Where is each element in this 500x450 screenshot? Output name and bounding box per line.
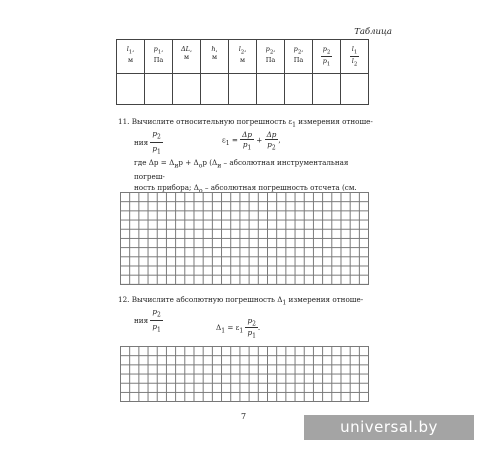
col-header-l2: $l_2$, м bbox=[229, 40, 257, 74]
item-12-formula: $\Delta_1 = \varepsilon_1$ $\frac{p_2}{p_1}$ . bbox=[216, 316, 261, 340]
page-number: 7 bbox=[241, 412, 247, 421]
table-cell[interactable] bbox=[145, 74, 173, 105]
col-header-p2-over-p1: $\frac{p_2}{p_1}$ bbox=[313, 40, 341, 74]
table-cell[interactable] bbox=[173, 74, 201, 105]
item-11-text: 11. Вычислите относительную погрешность $\varepsilon_1$ измерения отноше- bbox=[118, 117, 373, 129]
answer-grid-12[interactable] bbox=[120, 346, 369, 402]
table-cell[interactable] bbox=[341, 74, 369, 105]
table-header-row bbox=[117, 40, 369, 74]
answer-grid-11[interactable] bbox=[120, 192, 369, 285]
item-11-ratio-line: ния $\frac{p_2}{p_1}$ bbox=[134, 129, 161, 156]
data-table bbox=[116, 39, 369, 105]
col-header-p1: $p_1$, Па bbox=[145, 40, 173, 74]
item-12-ratio: $\frac{p_2}{p_1}$ bbox=[152, 307, 161, 334]
col-header-l1-over-l2: $\frac{l_1}{l_2}$ bbox=[341, 40, 369, 74]
table-cell[interactable] bbox=[257, 74, 285, 105]
col-header-l1: $l_1$, м bbox=[117, 40, 145, 74]
table-caption: Таблица bbox=[354, 27, 392, 37]
watermark-logo: universal.by bbox=[304, 415, 474, 440]
col-header-h: h, м bbox=[201, 40, 229, 74]
item-11-where: где $\Delta p = \Delta_иp + \Delta_оp$ ($\Delta_и$ – абсолютная инструментальная погреш- ность прибора; Δ – абсолютная погрешность отсчета (см. bbox=[134, 158, 357, 193]
item-11-formula: $\varepsilon_1$ = $\frac{\Delta p}{p_1}$ + $\frac{\Delta p}{p_2}$ , bbox=[222, 130, 281, 152]
col-header-p2a: $p_2$, Па bbox=[257, 40, 285, 74]
col-header-dl: ΔL, м bbox=[173, 40, 201, 74]
col-header-p2b: $p_2$, Па bbox=[285, 40, 313, 74]
table-cell[interactable] bbox=[117, 74, 145, 105]
table-cell[interactable] bbox=[201, 74, 229, 105]
item-12-text: 12. Вычислите абсолютную погрешность $\Delta_1$ измерения отноше- bbox=[118, 295, 364, 307]
table-cell[interactable] bbox=[229, 74, 257, 105]
table-cell[interactable] bbox=[313, 74, 341, 105]
item-12-ratio-line: ния $\frac{p_2}{p_1}$ bbox=[134, 307, 161, 334]
item-11-ratio: $\frac{p_2}{p_1}$ bbox=[152, 129, 161, 156]
table-cell[interactable] bbox=[285, 74, 313, 105]
table-row bbox=[117, 74, 369, 105]
